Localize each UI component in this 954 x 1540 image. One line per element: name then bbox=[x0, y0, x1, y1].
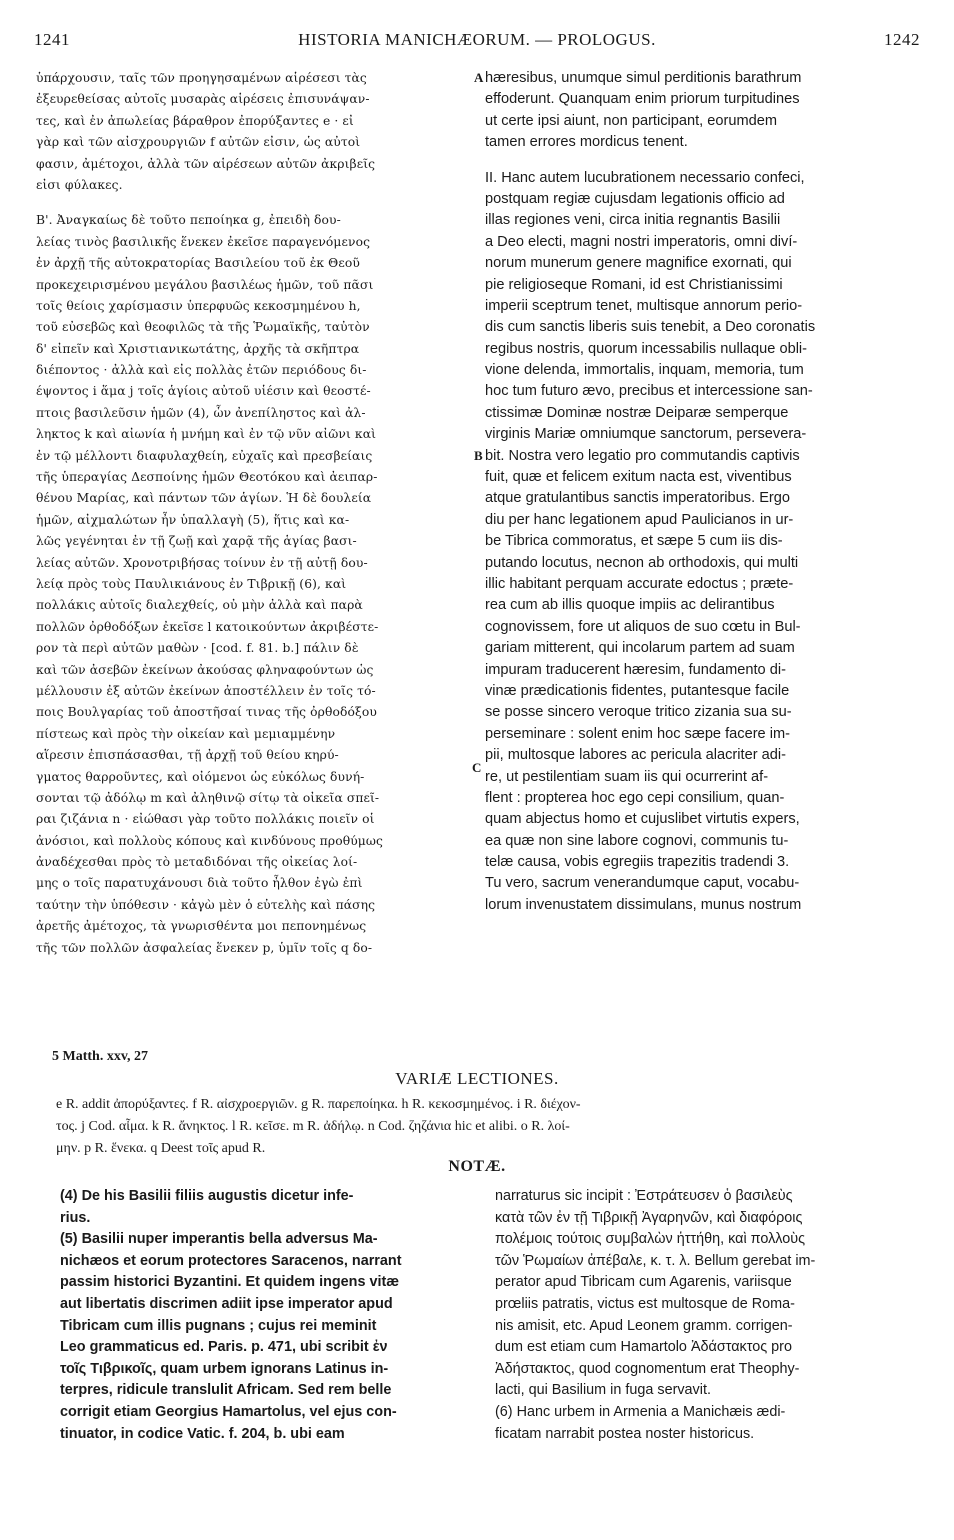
note-line: ficatam narrabit postea noster historicus. bbox=[495, 1425, 755, 1442]
note-line: rius. bbox=[60, 1209, 91, 1226]
note-line: aut libertatis discrimen adiit ipse imperator apud bbox=[60, 1295, 393, 1312]
latin-text-line: tamen errores mordicus tenent. bbox=[485, 134, 688, 151]
latin-text-line: pie religioseque Romani, id est Christianissimi bbox=[485, 276, 783, 293]
left-page-number: 1241 bbox=[34, 30, 70, 49]
note-line: Tibricam cum illis pugnans ; cujus rei meminit bbox=[60, 1317, 377, 1334]
right-page-number: 1242 bbox=[884, 30, 920, 49]
latin-text-line: perseminare : solent enim hoc sæpe facere im- bbox=[485, 725, 790, 742]
note-line: τοῖς Τιβρικοῖς, quam urbem ignorans Latinus in- bbox=[60, 1360, 389, 1377]
latin-text-line: effoderunt. Quanquam enim priorum turpitudines bbox=[485, 91, 800, 108]
latin-text-line: se posse sincero veroque tritico zizania sua su- bbox=[485, 704, 792, 721]
greek-text-line: εἰσι φύλακες. bbox=[36, 177, 123, 192]
greek-text-line: ληκτος k καὶ αἰωνία ἡ μνήμη καὶ ἐν τῷ νῦν αἰῶνι καὶ bbox=[36, 427, 377, 442]
latin-text-line: flent : propterea hoc ego cepi consilium, quan- bbox=[485, 789, 785, 806]
greek-text-line: δ' εἰπεῖν καὶ Χριστιανικωτάτης, ἀρχῆς τὰ σκῆπτρα bbox=[36, 341, 360, 356]
note-line: narraturus sic incipit : Ἐστράτευσεν ὁ βασιλεὺς bbox=[495, 1188, 793, 1204]
greek-text-line: ἀνόσιοι, καὶ πολλοὺς κόπους καὶ κινδύνους προθύμως bbox=[36, 833, 383, 848]
greek-text-line: γὰρ καὶ τῶν αἰσχρουργιῶν f αὐτῶν εἰσιν, ὡς αὐτοὶ bbox=[36, 135, 361, 150]
note-line: nis amisit, etc. Apud Leonem gramm. corrigen- bbox=[495, 1317, 793, 1334]
notae-title: NOTÆ. bbox=[448, 1158, 506, 1175]
note-line: nichæos et eorum protectores Saracenos, narrant bbox=[60, 1252, 402, 1269]
latin-text-line: hæresibus, unumque simul perditionis barathrum bbox=[485, 70, 802, 86]
notes-left-column bbox=[60, 1186, 480, 1445]
latin-text-line: impuram traducerent hæresim, fundamento di- bbox=[485, 661, 786, 678]
greek-paragraph-2 bbox=[36, 210, 473, 959]
latin-text-line: postquam regiæ cujusdam legationis officio ad bbox=[485, 190, 785, 207]
notes-right-column bbox=[495, 1186, 925, 1445]
greek-text-line: τῆς ὑπεραγίας Δεσποίνης ἡμῶν Θεοτόκου καὶ ἀειπαρ- bbox=[36, 470, 378, 485]
latin-text-line: II. Hanc autem lucubrationem necessario confeci, bbox=[485, 169, 805, 186]
greek-text-line: γματος θαρροῦντες, καὶ οἰόμενοι ὡς εὐκόλως δυνή- bbox=[36, 769, 365, 784]
note-line: Ἀδήστακτος, quod cognomentum erat Theophy- bbox=[495, 1360, 800, 1377]
latin-text-line: gariam mitterent, qui incolarum partem ad suam bbox=[485, 640, 795, 657]
margin-marker-a: A bbox=[474, 70, 484, 85]
greek-text-line: μης o τοῖς παρατυχάνουσι διὰ τοῦτο ἦλθον ἐγὼ ἐπὶ bbox=[36, 876, 363, 891]
greek-text-line: λείας τινὸς βασιλικῆς ἕνεκεν ἐκεῖσε παραγενόμενος bbox=[36, 234, 371, 249]
greek-text-line: καὶ τῶν ἀσεβῶν ἐκείνων ἀκούσας φληναφούντων ὡς bbox=[36, 662, 374, 677]
latin-text-line: pii, multosque labores ac pericula alacriter adi- bbox=[485, 747, 786, 764]
running-header bbox=[34, 30, 920, 58]
greek-text-line: σονται τῷ ἀδόλῳ m καὶ ἀληθινῷ σίτῳ τὰ οἰκεῖα σπεῖ- bbox=[36, 790, 380, 805]
latin-text-line: norum munerum genere magnifice exornati, qui bbox=[485, 255, 792, 272]
note-line: (6) Hanc urbem in Armenia a Manichæis ædi- bbox=[495, 1403, 786, 1420]
note-line: passim historici Byzantini. Et quidem ingens vitæ bbox=[60, 1274, 400, 1291]
greek-text-line: ἐξευρεθείσας αὐτοῖς μυσαρὰς αἱρέσεις ἐπισυνάψαν- bbox=[36, 92, 370, 107]
note-line: Leo grammaticus ed. Paris. p. 471, ubi scribit ἐν bbox=[60, 1339, 388, 1356]
margin-marker-c: C bbox=[472, 760, 482, 775]
variant-reading-line: e R. addit ἀπορύξαντες. f R. αἰσχροεργιῶν. g R. παρεποίηκα. h R. κεκοσμημένος. i R. διέχον- bbox=[56, 1097, 581, 1112]
note-line: (4) De his Basilii filiis augustis dicetur infe- bbox=[60, 1188, 354, 1204]
greek-text-line: πολλῶν ὀρθοδόξων ἐκεῖσε l κατοικούντων ἀκριβέστε- bbox=[36, 619, 379, 634]
note-line: lacti, qui Basilium in fuga servavit. bbox=[495, 1382, 711, 1399]
latin-text-line: ctissimæ Dominæ nostræ Deiparæ semperque bbox=[485, 404, 789, 421]
paragraph-gap bbox=[36, 196, 473, 210]
note-line: perator apud Tibricam cum Agarenis, variisque bbox=[495, 1274, 792, 1291]
greek-text-line: Β'. Ἀναγκαίως δὲ τοῦτο πεποίηκα g, ἐπειδὴ δου- bbox=[36, 213, 341, 228]
latin-text-line: hoc tum futuro ævo, precibus et intercessione san- bbox=[485, 383, 813, 400]
note-line: corrigit etiam Georgius Hamartolus, vel ejus con- bbox=[60, 1403, 397, 1420]
latin-text-column bbox=[485, 68, 925, 916]
greek-text-line: ἀρετῆς ἀμέτοχος, τὰ γνωρισθέντα μοι πεπονημένως bbox=[36, 919, 367, 934]
latin-text-line: regibus nostris, quorum incessabilis nullaque obli- bbox=[485, 340, 808, 357]
note-line: τῶν Ῥωμαίων ἀπέβαλε, κ. τ. λ. Bellum gerebat im- bbox=[495, 1252, 816, 1269]
greek-text-line: διέποντος · ἀλλὰ καὶ εἰς πολλὰς ἐτῶν περιόδους δι- bbox=[36, 363, 367, 378]
latin-text-line: lorum invenustatem dissimulans, munus nostrum bbox=[485, 896, 802, 913]
greek-text-line: ἐν τῷ μέλλοντι διαφυλαχθείη, εὐχαῖς καὶ πρεσβείαις bbox=[36, 448, 373, 463]
latin-text-line: fuit, quæ et felicem exitum nacta est, viventibus bbox=[485, 469, 792, 486]
greek-text-line: ραι ζιζάνια n · εἰώθασι γὰρ τοῦτο πολλάκις ποιεῖν οἱ bbox=[36, 812, 375, 827]
variae-lectiones-title: VARIÆ LECTIONES. bbox=[395, 1069, 559, 1088]
latin-text-line: re, ut pestilentiam suam iis qui ocurrerint af- bbox=[485, 768, 769, 785]
greek-text-line: μέλλουσιν ἐξ αὐτῶν ἐκείνων ἀποστέλλειν ἐν τοῖς τό- bbox=[36, 683, 376, 698]
latin-text-line: virginis Mariæ omniumque sanctorum, persevera- bbox=[485, 426, 807, 443]
latin-paragraph-2 bbox=[485, 168, 925, 917]
note-line: (5) Basilii nuper imperantis bella adversus Ma- bbox=[60, 1231, 378, 1248]
greek-text-line: ἐν ἀρχῇ τῆς αὐτοκρατορίας Βασιλείου τοῦ ἐκ Θεοῦ bbox=[36, 256, 360, 271]
latin-text-line: be Tibrica commoratus, et sæpe 5 cum iis dis- bbox=[485, 533, 783, 550]
latin-text-line: vione delenda, immortalis, inquam, memoria, tum bbox=[485, 362, 804, 379]
latin-text-line: rea cum ab illis quoque impiis ac delirantibus bbox=[485, 597, 775, 614]
greek-text-line: λῶς γεγένηται ἐν τῇ ζωῇ καὶ χαρᾷ τῆς ἁγίας βασι- bbox=[36, 534, 357, 549]
latin-text-line: putando locutus, necnon ab orthodoxis, qui multi bbox=[485, 554, 799, 571]
scripture-footnote: 5 Matth. xxv, 27 bbox=[52, 1049, 149, 1064]
greek-text-line: πίστεως καὶ πρὸς τὴν οἰκείαν καὶ μεμιαμμένην bbox=[36, 726, 336, 741]
latin-text-line: a Deo electi, magni nostri imperatoris, omni diví- bbox=[485, 233, 798, 250]
note-line: terpres, ridicule translulit Africam. Sed rem belle bbox=[60, 1382, 392, 1399]
greek-paragraph-1 bbox=[36, 68, 473, 196]
latin-text-line: atque gratulantibus sanctis imperatoribus. Ergo bbox=[485, 490, 791, 507]
latin-text-line: diu per hanc legationem apud Paulicianos in ur- bbox=[485, 511, 794, 528]
greek-text-line: ρον τὰ περὶ αὐτῶν μαθὼν · [cod. f. 81. b.] πάλιν δὲ bbox=[36, 641, 359, 656]
note-line: dum est etiam cum Hamartolo Ἀδάστακτος pro bbox=[495, 1339, 792, 1356]
greek-text-line: προκεχειρισμένου μεγάλου βασιλέως ἡμῶν, τοῦ πᾶσι bbox=[36, 277, 374, 292]
running-title: HISTORIA MANICHÆORUM. — PROLOGUS. bbox=[298, 30, 656, 49]
greek-text-line: ὑπάρχουσιν, ταῖς τῶν προηγησαμένων αἱρέσεσι τὰς bbox=[36, 71, 367, 85]
latin-paragraph-1 bbox=[485, 68, 925, 154]
variant-reading-line: μην. p R. ἕνεκα. q Deest τοῖς apud R. bbox=[56, 1141, 266, 1156]
greek-text-line: αἵρεσιν ἐπισπάσασθαι, τῇ ἀρχῇ τοῦ θείου κηρύ- bbox=[36, 748, 339, 763]
latin-text-line: illas regiones veni, circa initia regnantis Basilii bbox=[485, 212, 781, 229]
greek-text-line: θένου Μαρίας, καὶ πάντων τῶν ἁγίων. Ἡ δὲ δουλεία bbox=[36, 491, 372, 506]
variae-lectiones-text bbox=[56, 1094, 916, 1160]
note-line: prœliis patratis, victus est multosque de Roma- bbox=[495, 1295, 795, 1312]
greek-text-line: έψοντος i ἅμα j τοῖς ἁγίοις αὐτοῦ υἱέσιν καὶ θεοστέ- bbox=[36, 384, 371, 399]
greek-text-line: λείας αὐτῶν. Χρονοτριβήσας τοίνυν ἐν τῇ αὐτῇ δου- bbox=[36, 555, 368, 570]
greek-text-line: ἀναδέχεσθαι πρὸς τὸ μεταδιδόναι τῆς οἰκείας λοί- bbox=[36, 855, 358, 870]
note-line: tinuator, in codice Vatic. f. 204, b. ubi eam bbox=[60, 1425, 345, 1442]
variant-reading-line: τος. j Cod. αἷμα. k R. ἄνηκτος. l R. κεῖσε. m R. ἀδήλῳ. n Cod. ζηζάνια hic et alibi. o R. λοί- bbox=[56, 1119, 570, 1134]
greek-text-line: πτοις βασιλεῦσιν ἡμῶν (4), ὧν ἀνεπίληστος καὶ ἀλ- bbox=[36, 405, 366, 420]
note-line: πολέμοις τούτοις συμβαλὼν ἡττήθη, καὶ πολλοὺς bbox=[495, 1231, 806, 1248]
latin-text-line: vinæ prædicationis fidentes, putantesque facile bbox=[485, 682, 790, 699]
greek-text-line: πολλάκις αὐτοῖς διαλεχθείς, οὐ μὴν ἀλλὰ καὶ παρὰ bbox=[36, 598, 363, 613]
greek-text-line: τες, καὶ ἐν ἀπωλείας βάραθρον ἐπορύξαντες e · εἰ bbox=[36, 113, 354, 128]
note-line: κατὰ τῶν ἐν τῇ Τιβρικῇ Ἀγαρηνῶν, καὶ διαφόροις bbox=[495, 1209, 803, 1226]
latin-text-line: Tu vero, sacrum venerandumque caput, vocabu- bbox=[485, 875, 800, 892]
greek-text-line: φασιν, ἀμέτοχοι, ἀλλὰ τῶν αἱρέσεων αὐτῶν ἀκριβεῖς bbox=[36, 156, 376, 171]
greek-text-line: λείᾳ πρὸς τοὺς Παυλικιάνους ἐν Τιβρικῇ (6), καὶ bbox=[36, 576, 347, 591]
greek-text-line: τοῖς θείοις χαρίσμασιν ὑπερφυῶς κεκοσμημένου h, bbox=[36, 298, 361, 313]
latin-text-line: bit. Nostra vero legatio pro commutandis captivis bbox=[485, 447, 800, 464]
latin-text-line: telæ causa, vobis egregiis trapezitis tradendi 3. bbox=[485, 854, 790, 871]
paragraph-gap bbox=[485, 154, 925, 168]
greek-text-line: ἡμῶν, αἰχμαλώτων ἦν ὑπαλλαγὴ (5), ἥτις καὶ κα- bbox=[36, 512, 350, 527]
latin-text-line: ut certe ipsi aiunt, non participant, eorumdem bbox=[485, 112, 778, 129]
greek-text-column bbox=[36, 68, 473, 959]
latin-text-line: imperii sceptrum tenet, multisque annorum perio- bbox=[485, 297, 803, 314]
latin-text-line: dis cum sanctis liberis suis tenebit, a Deo coronatis bbox=[485, 319, 816, 336]
margin-marker-b: B bbox=[474, 448, 483, 463]
greek-text-line: ποις Βουλγαρίας τοῦ ἀποστῆσαί τινας τῆς ὀρθοδόξου bbox=[36, 705, 377, 720]
latin-text-line: quam abjectus homo et cujuslibet virtutis expers, bbox=[485, 811, 800, 828]
greek-text-line: τοῦ εὐσεβῶς καὶ θεοφιλῶς τὰ τῆς Ῥωμαϊκῆς, ταὐτὸν bbox=[36, 320, 370, 335]
greek-text-line: ταύτην τὴν ὑπόθεσιν · κἀγὼ μὲν ὁ εὐτελὴς καὶ πάσης bbox=[36, 897, 376, 912]
latin-text-line: illic habitant perquam accurate edoctus ; præte- bbox=[485, 575, 794, 592]
latin-text-line: cognovissem, fore ut aliquos de suo cœtu in Bul- bbox=[485, 618, 801, 635]
greek-text-line: τῆς τῶν πολλῶν ἀσφαλείας ἕνεκεν p, ὑμῖν τοῖς q δο- bbox=[36, 940, 373, 955]
latin-text-line: ea quæ non sine labore cognovi, communis tu- bbox=[485, 832, 789, 849]
